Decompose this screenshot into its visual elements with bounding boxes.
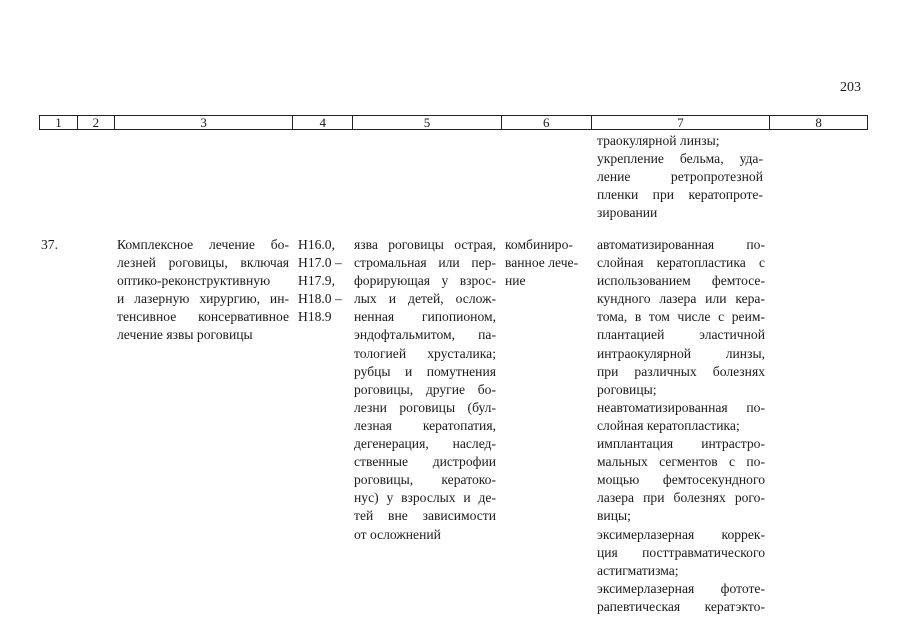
text-line: неавтоматизированная по- xyxy=(597,399,765,415)
text-line: мощью фемтосекундного xyxy=(597,472,765,488)
text-line: и лазерную хирургию, ин- xyxy=(117,291,289,307)
header-col-8: 8 xyxy=(815,115,822,130)
table-header-row xyxy=(39,115,868,130)
text-line: ция посттравматического xyxy=(597,544,765,560)
continuation-col7 xyxy=(597,132,763,222)
text-line: H18.9 xyxy=(298,309,332,325)
text-line: ненная гипопионом, xyxy=(354,309,496,325)
text-line: язва роговицы острая, xyxy=(354,237,496,252)
text-line: тологией хрусталика; xyxy=(354,345,496,361)
text-line: эксимерлазерная фототе- xyxy=(597,580,765,596)
text-line: автоматизированная по- xyxy=(597,237,765,252)
text-line: Комплексное лечение бо- xyxy=(117,237,289,252)
text-line: рубцы и помутнения xyxy=(354,363,496,379)
text-line: лезни роговицы (бул- xyxy=(354,399,496,415)
text-line: лезней роговицы, включая xyxy=(117,255,289,271)
header-col-1: 1 xyxy=(40,116,78,129)
text-line: H17.9, xyxy=(298,273,336,289)
page-number: 203 xyxy=(840,80,861,95)
text-line: вицы; xyxy=(597,508,631,524)
header-col-2: 2 xyxy=(78,116,115,129)
text-line: ление ретропротезной xyxy=(597,169,763,185)
text-line: H17.0 – xyxy=(298,255,342,271)
header-col-7: 7 xyxy=(592,116,771,129)
text-line: эндофтальмитом, па- xyxy=(354,327,496,343)
row-col4-codes xyxy=(298,236,353,326)
text-line: ственные дистрофии xyxy=(354,454,496,470)
text-line: H18.0 – xyxy=(298,291,342,307)
row-col6-treatment-type xyxy=(505,236,589,290)
text-line: стромальная или пер- xyxy=(354,255,496,271)
text-line: плантацией эластичной xyxy=(597,327,765,343)
text-line: траокулярной линзы; xyxy=(597,133,720,148)
text-line: интраокулярной линзы, xyxy=(597,345,765,361)
text-line: форирующая у взрос- xyxy=(354,273,496,289)
text-line: эксимерлазерная коррек- xyxy=(597,526,765,542)
text-line: нус) у взрослых и де- xyxy=(354,490,496,506)
text-line: роговицы; xyxy=(597,381,657,397)
text-line: дегенерация, наслед- xyxy=(354,436,496,452)
text-line: лазера при болезнях рого- xyxy=(597,490,765,506)
text-line: астигматизма; xyxy=(597,562,679,578)
text-line: оптико-реконструктивную xyxy=(117,273,271,289)
text-line: слойная кератопластика с xyxy=(597,255,765,271)
text-line: ние xyxy=(505,273,526,289)
text-line: тома, в том числе с реим- xyxy=(597,309,765,325)
text-line: H16.0, xyxy=(298,237,336,252)
text-line: роговицы, другие бо- xyxy=(354,381,496,397)
text-line: пленки при кератопроте- xyxy=(597,187,763,203)
header-col-3: 3 xyxy=(115,116,294,129)
header-col-5: 5 xyxy=(353,116,502,129)
text-line: мальных сегментов с по- xyxy=(597,454,765,470)
text-line: от осложнений xyxy=(354,526,441,542)
row-number: 37. xyxy=(41,237,58,252)
row-col5-diagnosis xyxy=(354,236,496,544)
text-line: слойная кератопластика; xyxy=(597,417,740,433)
text-line: ванное лече- xyxy=(505,255,579,271)
text-line: комбиниро- xyxy=(505,237,573,252)
text-line: имплантация интрастро- xyxy=(597,436,765,452)
text-line: лечение язвы роговицы xyxy=(117,327,253,343)
text-line: роговицы, кератоко- xyxy=(354,472,496,488)
row-col3-description xyxy=(117,236,289,345)
text-line: укрепление бельма, уда- xyxy=(597,151,763,167)
text-line: зировании xyxy=(597,205,658,221)
text-line: кундного лазера или кера- xyxy=(597,291,765,307)
text-line: тенсивное консервативное xyxy=(117,309,289,325)
text-line: использованием фемтосе- xyxy=(597,273,765,289)
header-col-6: 6 xyxy=(502,116,592,129)
text-line: лых и детей, ослож- xyxy=(354,291,496,307)
text-line: тей вне зависимости xyxy=(354,508,496,524)
row-col7-methods xyxy=(597,236,765,616)
text-line: при различных болезнях xyxy=(597,363,765,379)
header-col-4: 4 xyxy=(293,116,353,129)
text-line: лезная кератопатия, xyxy=(354,417,496,433)
text-line: рапевтическая кератэкто- xyxy=(597,598,765,614)
